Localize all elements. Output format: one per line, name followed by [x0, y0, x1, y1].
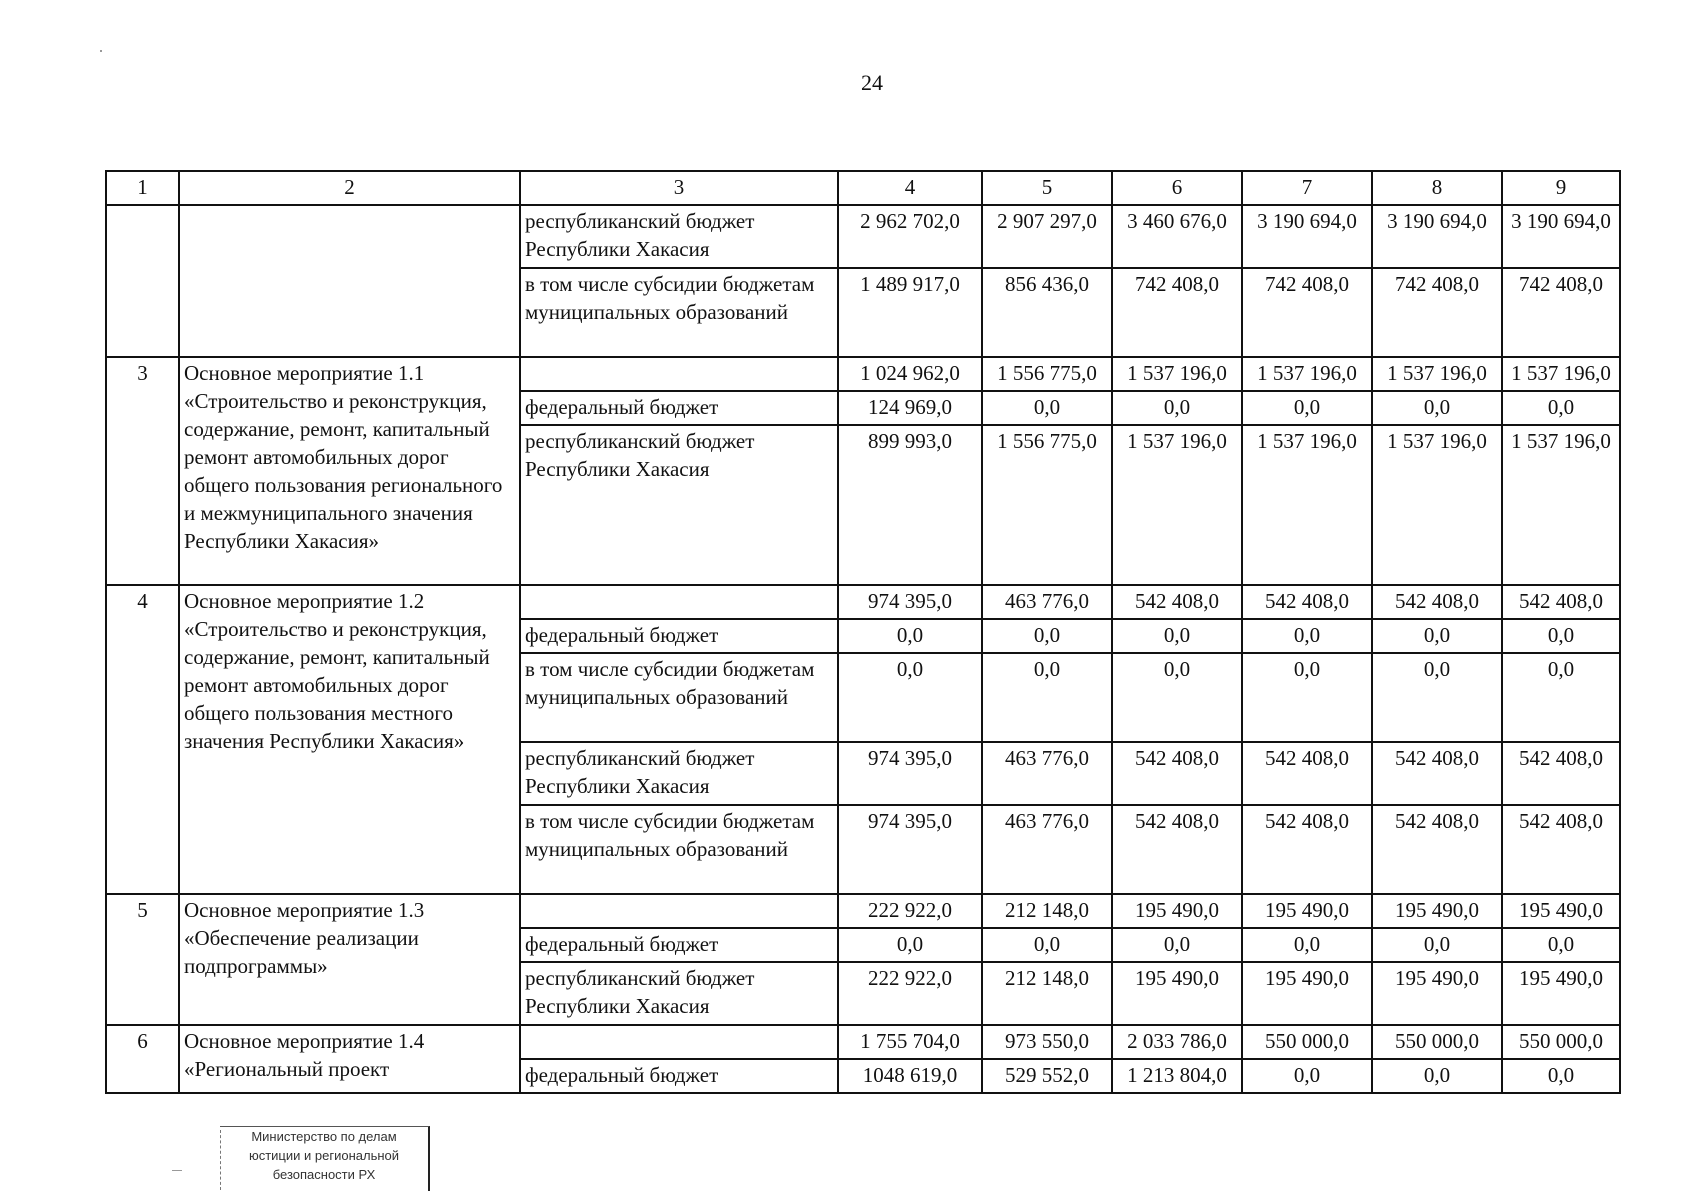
value-cell: 550 000,0 [1502, 1025, 1620, 1059]
col-header: 4 [838, 171, 982, 205]
value-cell: 1 537 196,0 [1112, 357, 1242, 391]
row-number: 3 [106, 357, 179, 585]
budget-table [105, 170, 1621, 1094]
value-cell: 542 408,0 [1372, 585, 1502, 619]
value-cell: 2 033 786,0 [1112, 1025, 1242, 1059]
value-cell: 222 922,0 [838, 894, 982, 928]
table-row [106, 1025, 1620, 1059]
funding-source: федеральный бюджет [520, 1059, 838, 1093]
value-cell: 0,0 [1372, 391, 1502, 425]
value-cell: 195 490,0 [1112, 962, 1242, 1025]
row-number: 6 [106, 1025, 179, 1093]
stamp-line: безопасности РХ [272, 1167, 376, 1182]
value-cell: 0,0 [1242, 928, 1372, 962]
value-cell: 974 395,0 [838, 585, 982, 619]
measure-name: Основное мероприятие 1.2 «Строительство и реконструкция, содержание, ремонт, капитальный ремонт автомобильных дорог общего пользования местного значения Республики Хакасия» [179, 585, 520, 894]
funding-source: федеральный бюджет [520, 619, 838, 653]
value-cell: 0,0 [1242, 391, 1372, 425]
registration-stamp [220, 1126, 430, 1191]
funding-source [520, 357, 838, 391]
value-cell: 1 537 196,0 [1502, 425, 1620, 585]
value-cell: 0,0 [1112, 928, 1242, 962]
value-cell: 1 024 962,0 [838, 357, 982, 391]
value-cell: 542 408,0 [1112, 742, 1242, 805]
value-cell: 1 537 196,0 [1502, 357, 1620, 391]
funding-source: в том числе субсидии бюджетам муниципальных образований [520, 805, 838, 894]
value-cell: 0,0 [838, 619, 982, 653]
row-number: 5 [106, 894, 179, 1025]
value-cell: 0,0 [1242, 1059, 1372, 1093]
funding-source: федеральный бюджет [520, 391, 838, 425]
value-cell: 542 408,0 [1502, 742, 1620, 805]
value-cell: 742 408,0 [1372, 268, 1502, 357]
value-cell: 463 776,0 [982, 585, 1112, 619]
value-cell: 0,0 [1372, 619, 1502, 653]
col-header: 7 [1242, 171, 1372, 205]
funding-source: в том числе субсидии бюджетам муниципальных образований [520, 653, 838, 742]
value-cell: 1 537 196,0 [1242, 425, 1372, 585]
value-cell: 1 537 196,0 [1372, 425, 1502, 585]
value-cell: 542 408,0 [1502, 805, 1620, 894]
value-cell: 542 408,0 [1372, 742, 1502, 805]
value-cell: 0,0 [1112, 653, 1242, 742]
value-cell: 0,0 [1372, 1059, 1502, 1093]
value-cell: 195 490,0 [1502, 894, 1620, 928]
value-cell: 1 755 704,0 [838, 1025, 982, 1059]
value-cell: 195 490,0 [1242, 962, 1372, 1025]
col-header: 9 [1502, 171, 1620, 205]
row-number: 4 [106, 585, 179, 894]
value-cell: 0,0 [1372, 928, 1502, 962]
value-cell: 1 537 196,0 [1112, 425, 1242, 585]
table-row [106, 205, 1620, 268]
value-cell: 0,0 [1502, 619, 1620, 653]
value-cell: 212 148,0 [982, 962, 1112, 1025]
value-cell: 195 490,0 [1502, 962, 1620, 1025]
funding-source: республиканский бюджет Республики Хакасия [520, 205, 838, 268]
value-cell: 0,0 [838, 928, 982, 962]
value-cell: 3 460 676,0 [1112, 205, 1242, 268]
col-header: 3 [520, 171, 838, 205]
value-cell: 542 408,0 [1242, 742, 1372, 805]
value-cell: 3 190 694,0 [1502, 205, 1620, 268]
value-cell: 550 000,0 [1372, 1025, 1502, 1059]
col-header: 6 [1112, 171, 1242, 205]
value-cell: 0,0 [1502, 653, 1620, 742]
row-number [106, 205, 179, 357]
value-cell: 0,0 [1372, 653, 1502, 742]
funding-source: республиканский бюджет Республики Хакасия [520, 962, 838, 1025]
scan-speck [100, 50, 102, 52]
value-cell: 195 490,0 [1242, 894, 1372, 928]
value-cell: 124 969,0 [838, 391, 982, 425]
value-cell: 212 148,0 [982, 894, 1112, 928]
value-cell: 0,0 [838, 653, 982, 742]
value-cell: 3 190 694,0 [1242, 205, 1372, 268]
value-cell: 195 490,0 [1112, 894, 1242, 928]
value-cell: 542 408,0 [1112, 585, 1242, 619]
value-cell: 542 408,0 [1242, 585, 1372, 619]
measure-name: Основное мероприятие 1.3 «Обеспечение реализации подпрограммы» [179, 894, 520, 1025]
value-cell: 0,0 [1502, 928, 1620, 962]
value-cell: 0,0 [1502, 1059, 1620, 1093]
value-cell: 0,0 [1112, 391, 1242, 425]
table-row [106, 894, 1620, 928]
value-cell: 222 922,0 [838, 962, 982, 1025]
value-cell: 1 556 775,0 [982, 357, 1112, 391]
value-cell: 0,0 [982, 928, 1112, 962]
value-cell: 1048 619,0 [838, 1059, 982, 1093]
col-header: 2 [179, 171, 520, 205]
col-header: 1 [106, 171, 179, 205]
value-cell: 550 000,0 [1242, 1025, 1372, 1059]
value-cell: 1 537 196,0 [1372, 357, 1502, 391]
value-cell: 542 408,0 [1502, 585, 1620, 619]
funding-source: федеральный бюджет [520, 928, 838, 962]
funding-source [520, 894, 838, 928]
value-cell: 1 537 196,0 [1242, 357, 1372, 391]
value-cell: 3 190 694,0 [1372, 205, 1502, 268]
stamp-line: Министерство по делам [251, 1129, 397, 1144]
stamp-line: юстиции и региональной [248, 1148, 400, 1163]
value-cell: 542 408,0 [1242, 805, 1372, 894]
header-row [106, 171, 1620, 205]
table-row [106, 585, 1620, 619]
value-cell: 1 556 775,0 [982, 425, 1112, 585]
funding-source: республиканский бюджет Республики Хакасия [520, 425, 838, 585]
value-cell: 542 408,0 [1372, 805, 1502, 894]
value-cell: 529 552,0 [982, 1059, 1112, 1093]
measure-name [179, 205, 520, 357]
value-cell: 463 776,0 [982, 742, 1112, 805]
value-cell: 742 408,0 [1242, 268, 1372, 357]
value-cell: 195 490,0 [1372, 894, 1502, 928]
value-cell: 0,0 [982, 653, 1112, 742]
value-cell: 0,0 [982, 391, 1112, 425]
page-number: 24 [861, 70, 883, 95]
measure-name: Основное мероприятие 1.1 «Строительство и реконструкция, содержание, ремонт, капитальный ремонт автомобильных дорог общего пользования регионального и межмуниципального значения Республики Хакасия» [179, 357, 520, 585]
value-cell: 2 907 297,0 [982, 205, 1112, 268]
funding-source [520, 1025, 838, 1059]
value-cell: 0,0 [1242, 619, 1372, 653]
value-cell: 973 550,0 [982, 1025, 1112, 1059]
value-cell: 974 395,0 [838, 805, 982, 894]
funding-source: республиканский бюджет Республики Хакасия [520, 742, 838, 805]
value-cell: 542 408,0 [1112, 805, 1242, 894]
value-cell: 899 993,0 [838, 425, 982, 585]
col-header: 5 [982, 171, 1112, 205]
value-cell: 0,0 [1242, 653, 1372, 742]
value-cell: 1 489 917,0 [838, 268, 982, 357]
measure-name: Основное мероприятие 1.4 «Региональный проект [179, 1025, 520, 1093]
value-cell: 2 962 702,0 [838, 205, 982, 268]
value-cell: 0,0 [1112, 619, 1242, 653]
value-cell: 974 395,0 [838, 742, 982, 805]
scan-speck [172, 1170, 182, 1171]
value-cell: 742 408,0 [1502, 268, 1620, 357]
value-cell: 0,0 [982, 619, 1112, 653]
value-cell: 856 436,0 [982, 268, 1112, 357]
table-row [106, 357, 1620, 391]
value-cell: 742 408,0 [1112, 268, 1242, 357]
value-cell: 1 213 804,0 [1112, 1059, 1242, 1093]
value-cell: 0,0 [1502, 391, 1620, 425]
col-header: 8 [1372, 171, 1502, 205]
value-cell: 463 776,0 [982, 805, 1112, 894]
funding-source [520, 585, 838, 619]
value-cell: 195 490,0 [1372, 962, 1502, 1025]
funding-source: в том числе субсидии бюджетам муниципальных образований [520, 268, 838, 357]
